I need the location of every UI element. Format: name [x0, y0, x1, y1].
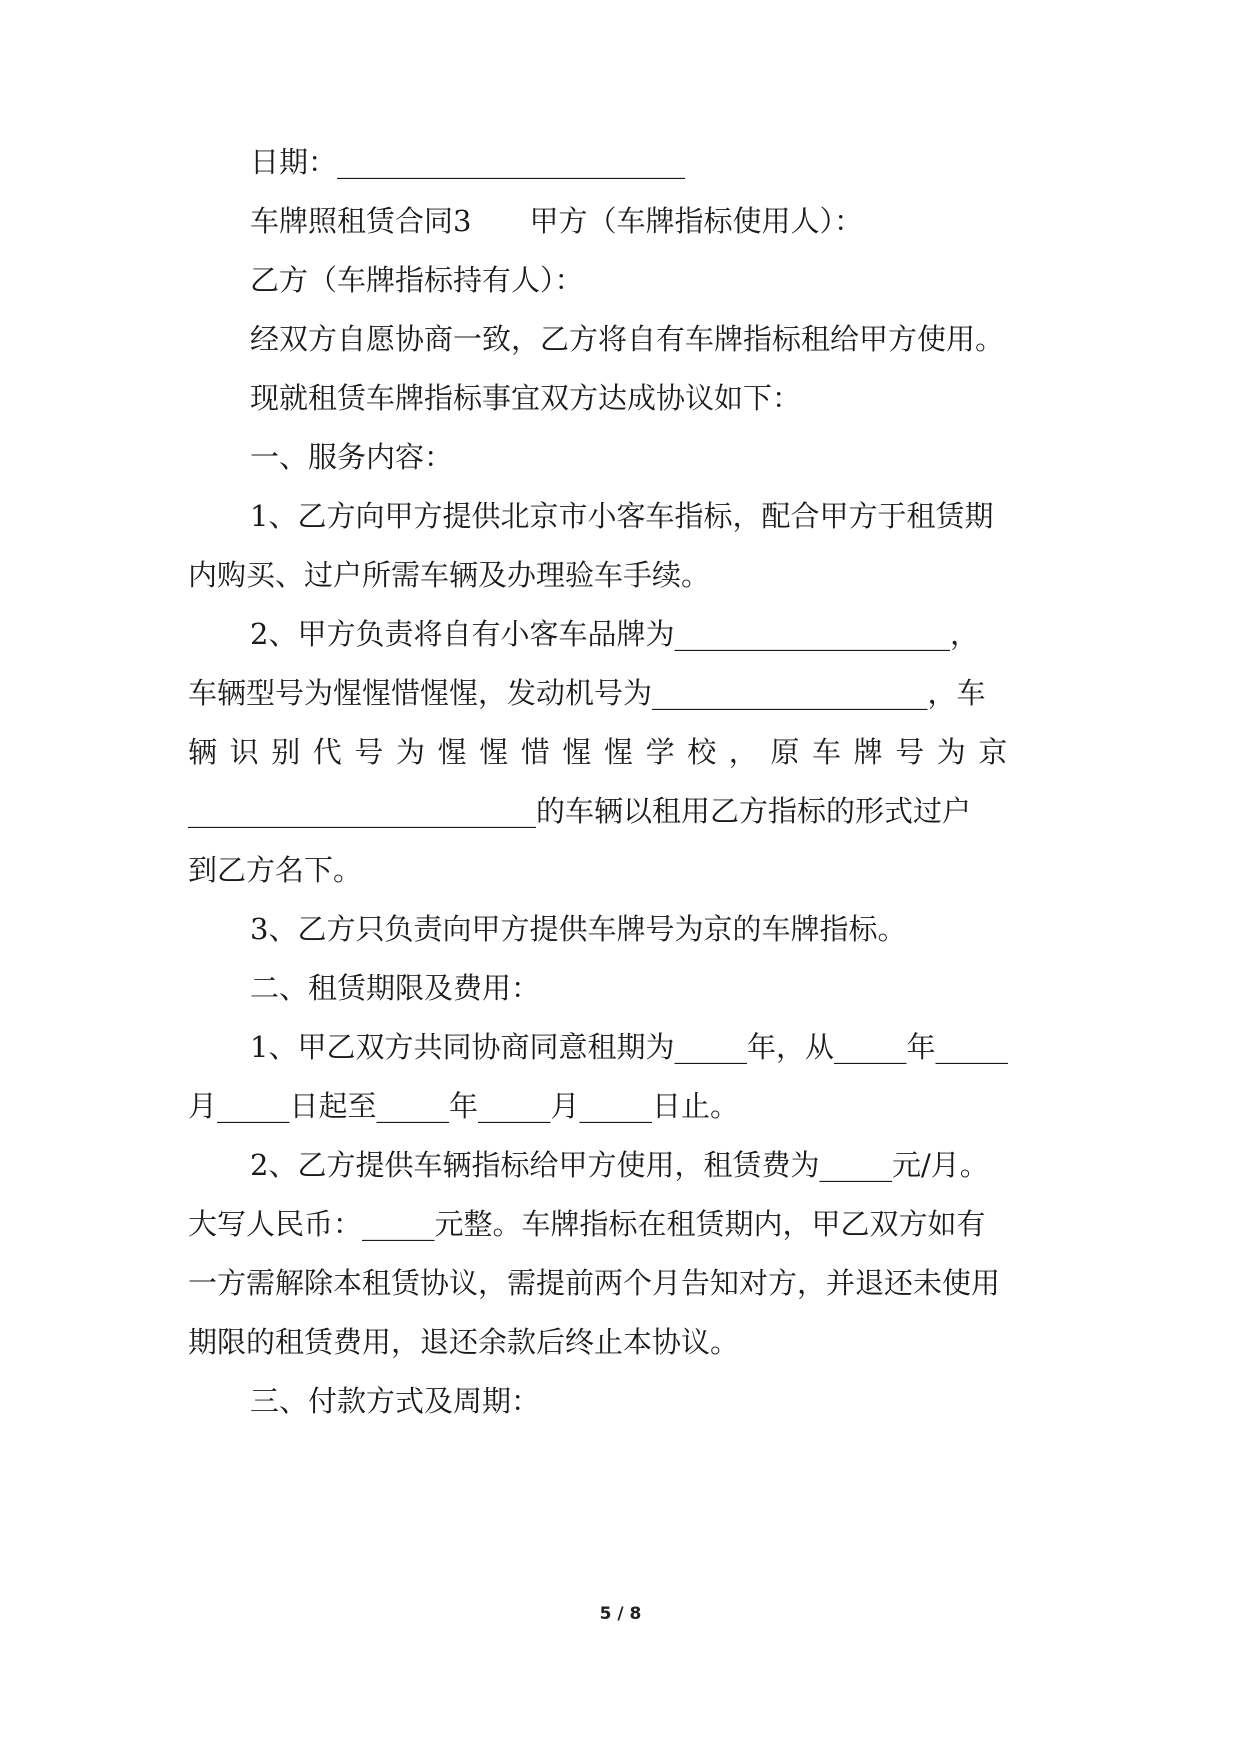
section-heading: 三、付款方式及周期： [250, 1384, 541, 1418]
paragraph-line: 期限的租赁费用，退还余款后终止本协议。 [188, 1325, 740, 1359]
paragraph-line: 大写人民币：_____元整。车牌指标在租赁期内，甲乙双方如有 [188, 1207, 986, 1241]
contract-title-line: 车牌照租赁合同3 甲方（车牌指标使用人）： [250, 204, 863, 238]
paragraph-line: 2、乙方提供车辆指标给甲方使用，租赁费为_____元/月。 [250, 1148, 989, 1182]
date-line: 日期：________________________ [250, 145, 686, 179]
party-b-line: 乙方（车牌指标持有人）： [250, 263, 584, 297]
paragraph-line: 到乙方名下。 [188, 853, 363, 887]
paragraph-line: 1、乙方向甲方提供北京市小客车指标，配合甲方于租赁期 [250, 499, 994, 533]
section-heading: 一、服务内容： [250, 440, 454, 474]
paragraph-line: 现就租赁车牌指标事宜双方达成协议如下： [250, 381, 802, 415]
paragraph-line: 3、乙方只负责向甲方提供车牌号为京的车牌指标。 [250, 912, 907, 946]
page-number: 5 / 8 [599, 1604, 642, 1624]
paragraph-line: 月_____日起至_____年_____月_____日止。 [188, 1089, 740, 1123]
paragraph-line: 经双方自愿协商一致，乙方将自有车牌指标租给甲方使用。 [250, 322, 1005, 356]
paragraph-line: 1、甲乙双方共同协商同意租期为_____年，从_____年_____ [250, 1030, 1008, 1064]
paragraph-line: 辆识别代号为惺惺惜惺惺学校，原车牌号为京 [188, 735, 1021, 769]
paragraph-line: ________________________的车辆以租用乙方指标的形式过户 [188, 794, 972, 828]
paragraph-line: 内购买、过户所需车辆及办理验车手续。 [188, 558, 711, 592]
paragraph-line: 一方需解除本租赁协议，需提前两个月告知对方，并退还未使用 [188, 1266, 1001, 1300]
section-heading: 二、租赁期限及费用： [250, 971, 541, 1005]
paragraph-line: 车辆型号为惺惺惜惺惺，发动机号为___________________，车 [188, 676, 986, 710]
paragraph-line: 2、甲方负责将自有小客车品牌为___________________， [250, 617, 979, 651]
